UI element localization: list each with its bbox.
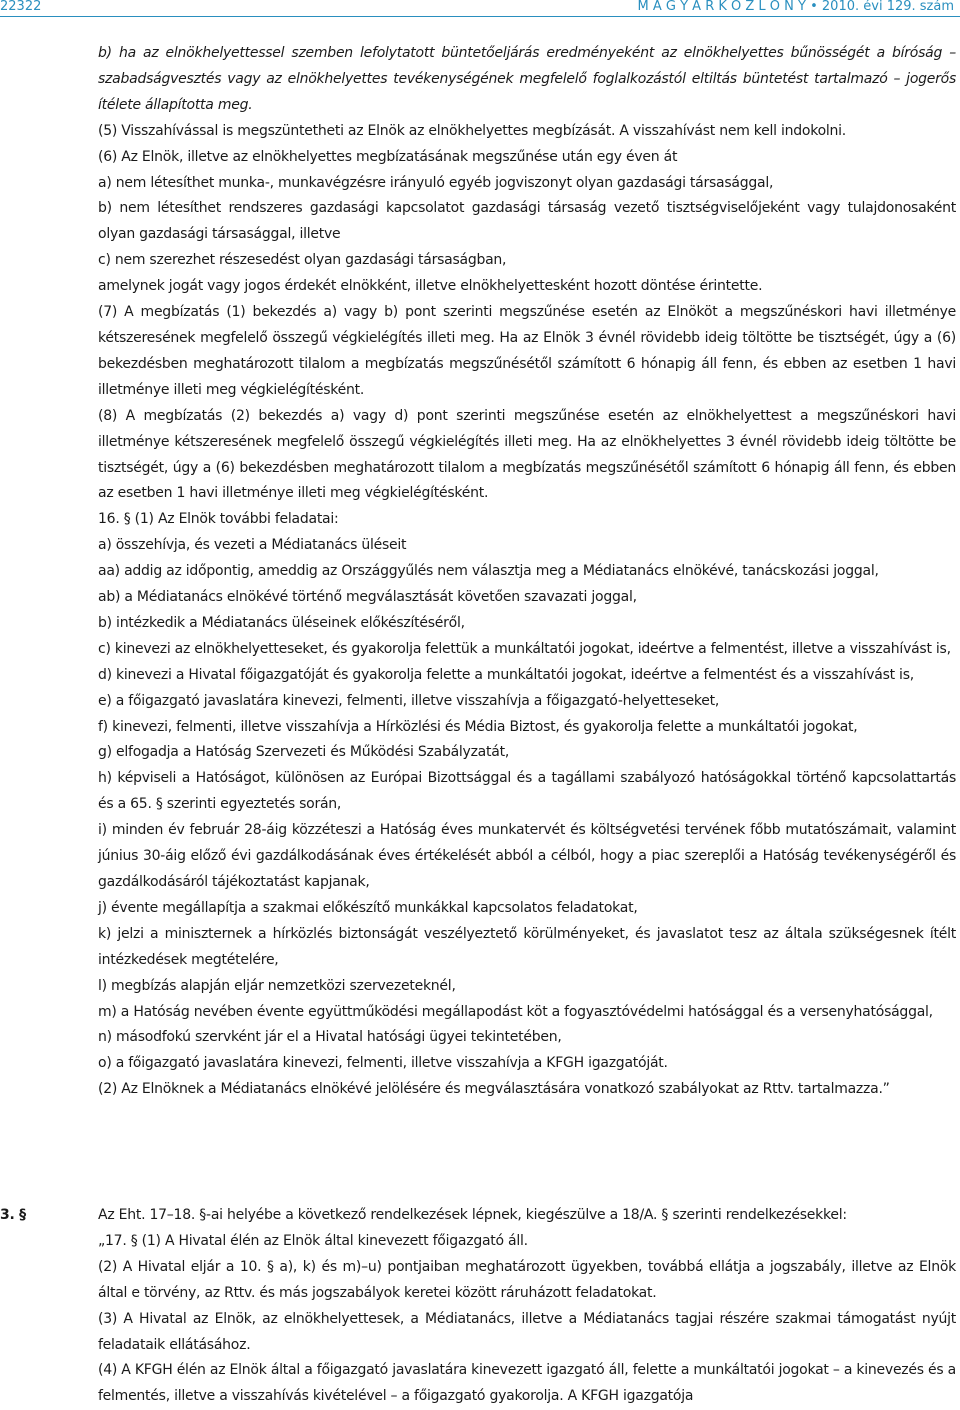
list-item: c) kinevezi az elnökhelyetteseket, és gyakorolja felettük a munkáltatói jogokat, ideértve a felmentést, illetve a visszahívást is, [98,640,951,657]
list-item: a) összehívja, és vezeti a Médiatanács üléseit [98,537,407,554]
list-item: l) megbízás alapján eljár nemzetközi szervezeteknél, [98,977,456,994]
document-body [98,41,956,1103]
paragraph: b) nem létesíthet rendszeres gazdasági kapcsolatot gazdasági társaság vezető tisztségviselőjeként vagy tulajdonosaként olyan gazdasági társasággal, illetve [98,200,956,243]
list-item: d) kinevezi a Hivatal főigazgatóját és gyakorolja felette a munkáltatói jogokat, ideértve a felmentést és a visszahívást is, [98,666,914,683]
list-item: e) a főigazgató javaslatára kinevezi, felmenti, illetve visszahívja a főigazgató-helyetteseket, [98,692,720,709]
paragraph: Az Eht. 17–18. §-ai helyébe a következő rendelkezések lépnek, kiegészülve a 18/A. § szerinti rendelkezésekkel: [98,1207,847,1223]
paragraph: c) nem szerezhet részesedést olyan gazdasági társaságban, [98,252,507,269]
section-number: 3. § [0,1207,26,1223]
list-item: g) elfogadja a Hatóság Szervezeti és Működési Szabályzatát, [98,744,510,761]
paragraph: b) ha az elnökhelyettessel szemben lefolytatott büntetőeljárás eredményeként az elnökhelyettes bűnösségét a bíróság – szabadságvesztés vagy az elnökhelyettes tevékenységének megfelelő foglalkozástól eltiltás büntetést tartalmazó – jogerős ítélete állapította meg. [98,45,956,113]
paragraph: (6) Az Elnök, illetve az elnökhelyettes megbízatásának megszűnése után egy éven át [98,148,678,165]
paragraph: a) nem létesíthet munka-, munkavégzésre irányuló egyéb jogviszonyt olyan gazdasági társasággal, [98,174,774,191]
list-item: i) minden év február 28-áig közzéteszi a Hatóság éves munkatervét és költségvetési tervének főbb mutatószámait, valamint június 30-áig előző évi gazdálkodásának éves értékelését abból a célból, hogy a piac szereplői a Hatóság tevékenységéről és gazdálkodásáról tájékoztatást kapjanak, [98,822,956,890]
list-item: n) másodfokú szervként jár el a Hivatal hatósági ügyei tekintetében, [98,1029,562,1046]
page-header [0,0,960,18]
paragraph: (5) Visszahívással is megszüntetheti az Elnök az elnökhelyettes megbízását. A visszahívást nem kell indokolni. [98,122,847,139]
paragraph: (7) A megbízatás (1) bekezdés a) vagy b) pont szerinti megszűnése esetén az Elnököt a megszűnéskori havi illetménye kétszeresének megfelelő összegű végkielégítés illeti meg. Ha az Elnök 3 évnél rövidebb ideig töltötte be tisztségét, úgy a (6) bekezdésben meghatározott tilalom a megbízatás megszűnésétől számított 6 hónapig áll fenn, és ebben az esetben 1 havi illetménye illeti meg végkielégítésként. [98,304,956,398]
running-title: M A G Y A R K Ö Z L Ö N Y • 2010. évi 129. szám [637,0,954,14]
list-item: ab) a Médiatanács elnökévé történő megválasztását követően szavazati joggal, [98,589,637,606]
header-rule [0,16,960,17]
paragraph: (2) Az Elnöknek a Médiatanács elnökévé jelölésére és megválasztására vonatkozó szabályokat az Rttv. tartalmazza.” [98,1081,890,1098]
list-item: o) a főigazgató javaslatára kinevezi, felmenti, illetve visszahívja a KFGH igazgatóját. [98,1055,668,1072]
list-item: f) kinevezi, felmenti, illetve visszahívja a Hírközlési és Média Biztost, és gyakorolja felette a munkáltatói jogokat, [98,718,858,735]
list-item: aa) addig az időpontig, ameddig az Országgyűlés nem választja meg a Médiatanács elnökévé, tanácskozási joggal, [98,563,879,580]
paragraph: „17. § (1) A Hivatal élén az Elnök által kinevezett főigazgató áll. [98,1232,528,1249]
section-3-text [98,1203,956,1410]
list-item: j) évente megállapítja a szakmai előkészítő munkákkal kapcsolatos feladatokat, [98,899,638,916]
paragraph: (8) A megbízatás (2) bekezdés a) vagy d) pont szerinti megszűnése esetén az elnökhelyettest a megszűnéskori havi illetménye kétszeresének megfelelő összegű végkielégítés illeti meg. Ha az elnökhelyettes 3 évnél rövidebb ideig töltötte be tisztségét, úgy a (6) bekezdésben meghatározott tilalom a megbízatás megszűnésétől számított 6 hónapig áll fenn, és ebben az esetben 1 havi illetménye illeti meg végkielégítésként. [98,407,956,502]
paragraph: amelynek jogát vagy jogos érdekét elnökként, illetve elnökhelyettesként hozott döntése érintette. [98,278,763,295]
section-heading: 16. § (1) Az Elnök további feladatai: [98,511,339,528]
paragraph: (3) A Hivatal az Elnök, az elnökhelyettesek, a Médiatanács, illetve a Médiatanács tagjai részére szakmai támogatást nyújt feladataik ellátásához. [98,1310,956,1353]
list-item: b) intézkedik a Médiatanács üléseinek előkészítéséről, [98,614,465,631]
list-item: k) jelzi a miniszternek a hírközlés biztonságát veszélyeztető körülményeket, és javaslatot tesz az általa szükségesnek ítélt intézkedések megtételére, [98,925,956,968]
list-item: h) képviseli a Hatóságot, különösen az Európai Bizottsággal és a tagállami szabályozó hatóságokkal történő kapcsolattartás és a 65. § szerinti egyeztetés során, [98,770,956,813]
paragraph: (4) A KFGH élén az Elnök által a főigazgató javaslatára kinevezett igazgató áll, felette a munkáltatói jogokat – a kinevezés és a felmentés, illetve a visszahívás kivételével – a főigazgató gyakorolja. A KFGH igazgatója [98,1362,956,1405]
page-number: 22322 [0,0,42,14]
list-item: m) a Hatóság nevében évente együttműködési megállapodást köt a fogyasztóvédelmi hatósággal és a versenyhatósággal, [98,1003,933,1020]
paragraph: (2) A Hivatal eljár a 10. § a), k) és m)–u) pontjaiban meghatározott ügyekben, továbbá ellátja a jogszabály, illetve az Elnök által e törvény, az Rttv. és más jogszabályok keretei között ráruházott feladatokat. [98,1258,956,1301]
